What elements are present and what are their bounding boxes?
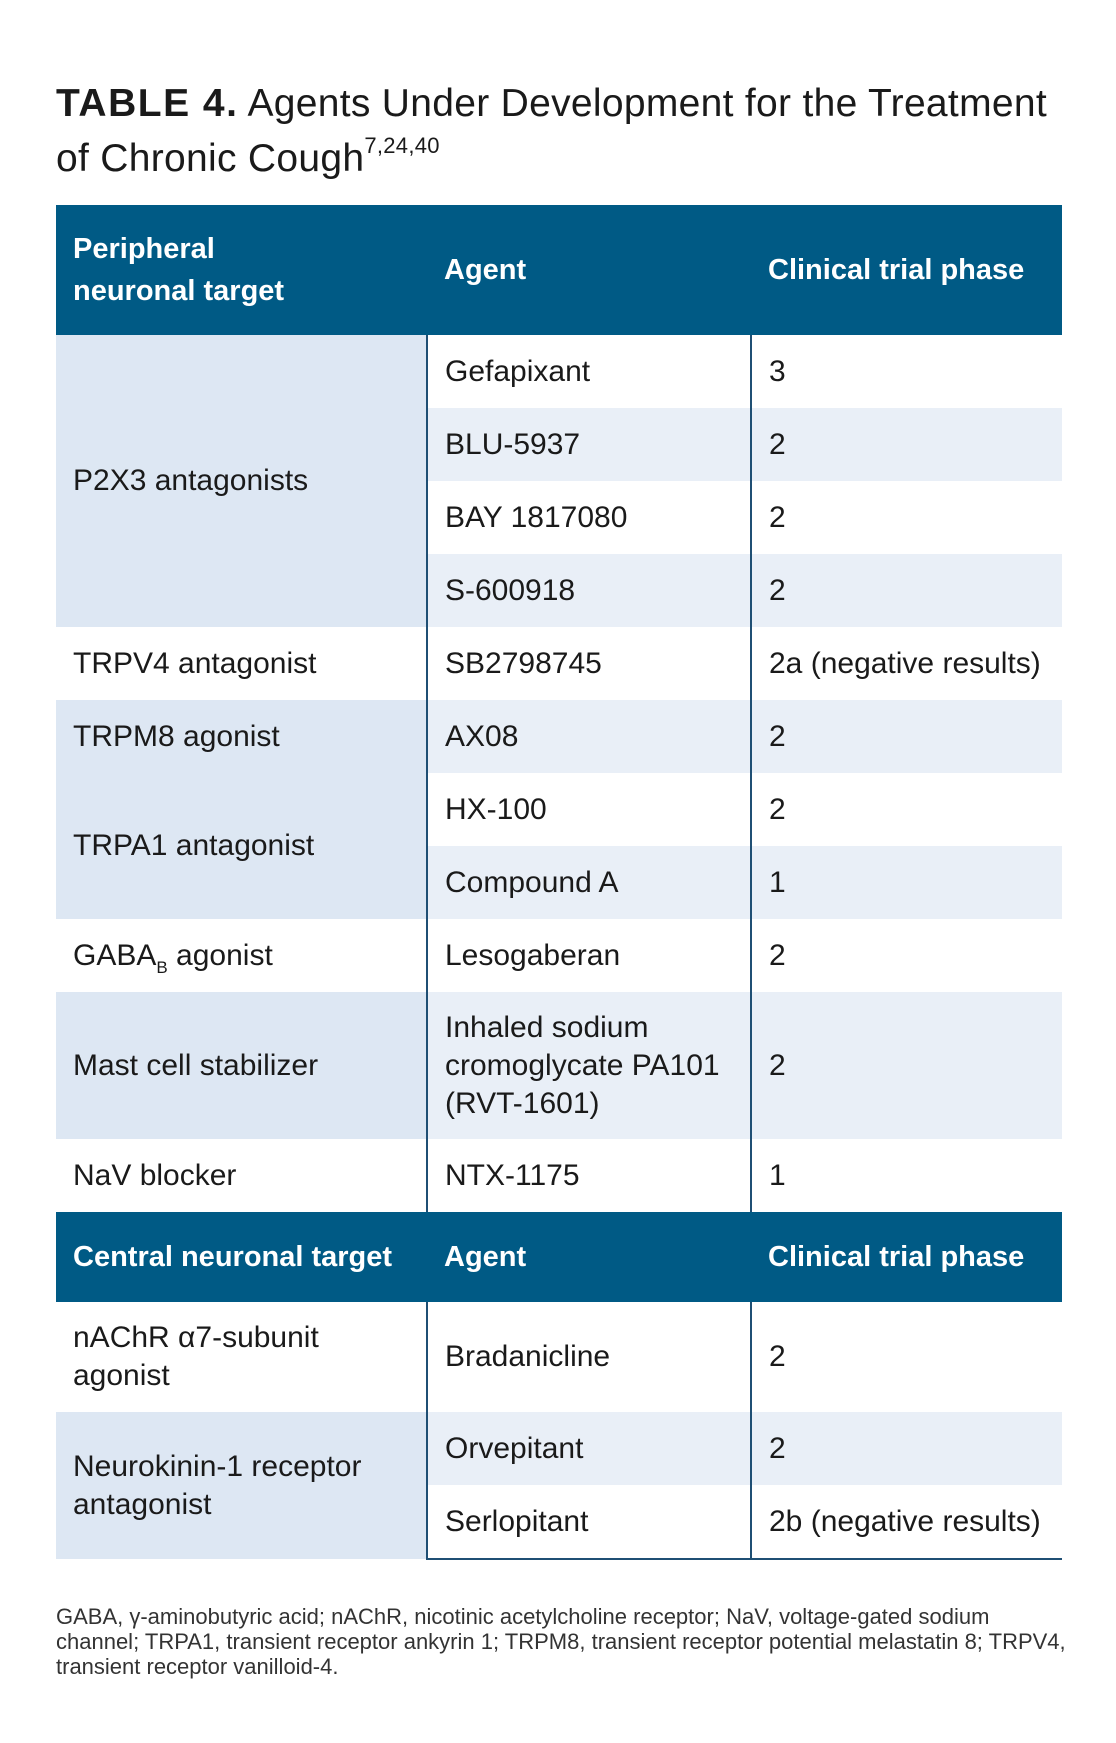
header-phase: Clinical trial phase <box>751 1212 1062 1302</box>
peripheral-header-row <box>56 205 1062 335</box>
agent-cell: Bradanicline <box>427 1302 751 1412</box>
table-row <box>56 700 1062 773</box>
table-title <box>56 76 1066 186</box>
header-agent: Agent <box>427 1212 751 1302</box>
phase-cell: 2 <box>751 554 1062 627</box>
phase-cell: 2b (negative results) <box>751 1485 1062 1559</box>
footnote: GABA, γ-aminobutyric acid; nAChR, nicotinic acetylcholine receptor; NaV, voltage-gated sodium channel; TRPA1, transient receptor ankyrin 1; TRPM8, transient receptor potential melastatin 8; TRPV4, transient receptor vanilloid-4. <box>56 1604 1066 1679</box>
table-row <box>56 335 1062 408</box>
phase-cell: 2 <box>751 408 1062 481</box>
phase-cell: 1 <box>751 846 1062 919</box>
phase-cell: 2 <box>751 700 1062 773</box>
target-main-text: GABA <box>73 938 157 972</box>
table-caption: Agents Under Development for the Treatment of Chronic Cough <box>56 82 1047 180</box>
target-cell: P2X3 antagonists <box>56 335 427 627</box>
phase-cell: 2 <box>751 992 1062 1139</box>
target-rest-text: agonist <box>167 938 273 972</box>
header-phase: Clinical trial phase <box>751 205 1062 335</box>
phase-cell: 2a (negative results) <box>751 627 1062 700</box>
agent-cell: BAY 1817080 <box>427 481 751 554</box>
phase-cell: 2 <box>751 919 1062 992</box>
phase-cell: 2 <box>751 1412 1062 1485</box>
agent-cell: Gefapixant <box>427 335 751 408</box>
header-target: Central neuronal target <box>56 1212 427 1302</box>
agent-cell: Compound A <box>427 846 751 919</box>
table-row <box>56 919 1062 992</box>
table-row <box>56 1139 1062 1212</box>
table-row <box>56 627 1062 700</box>
target-cell: TRPV4 antagonist <box>56 627 427 700</box>
target-cell: Mast cell stabilizer <box>56 992 427 1139</box>
agent-cell: Serlopitant <box>427 1485 751 1559</box>
target-subscript: B <box>156 957 168 977</box>
header-target: Peripheral neuronal target <box>56 205 427 335</box>
agents-table <box>56 205 1062 1560</box>
agent-cell: HX-100 <box>427 773 751 846</box>
phase-cell: 2 <box>751 481 1062 554</box>
table-row <box>56 1412 1062 1485</box>
agent-cell: AX08 <box>427 700 751 773</box>
phase-cell: 2 <box>751 773 1062 846</box>
central-header-row <box>56 1212 1062 1302</box>
phase-cell: 2 <box>751 1302 1062 1412</box>
phase-cell: 1 <box>751 1139 1062 1212</box>
target-cell: Neurokinin-1 receptor antagonist <box>56 1412 427 1559</box>
reference-superscript: 7,24,40 <box>364 133 440 158</box>
table-row <box>56 992 1062 1139</box>
agent-cell: Orvepitant <box>427 1412 751 1485</box>
phase-cell: 3 <box>751 335 1062 408</box>
agent-cell: Lesogaberan <box>427 919 751 992</box>
header-agent: Agent <box>427 205 751 335</box>
target-cell: nAChR α7-subunit agonist <box>56 1302 427 1412</box>
agent-cell: Inhaled sodium cromoglycate PA101 (RVT-1601) <box>427 992 751 1139</box>
agent-cell: NTX-1175 <box>427 1139 751 1212</box>
table-row <box>56 1302 1062 1412</box>
target-cell: NaV blocker <box>56 1139 427 1212</box>
agent-cell: S-600918 <box>427 554 751 627</box>
agent-cell: SB2798745 <box>427 627 751 700</box>
target-cell <box>56 919 427 992</box>
target-cell: TRPA1 antagonist <box>56 773 427 919</box>
table-number: TABLE 4. <box>56 82 239 125</box>
target-cell: TRPM8 agonist <box>56 700 427 773</box>
agent-cell: BLU-5937 <box>427 408 751 481</box>
table-row <box>56 773 1062 846</box>
